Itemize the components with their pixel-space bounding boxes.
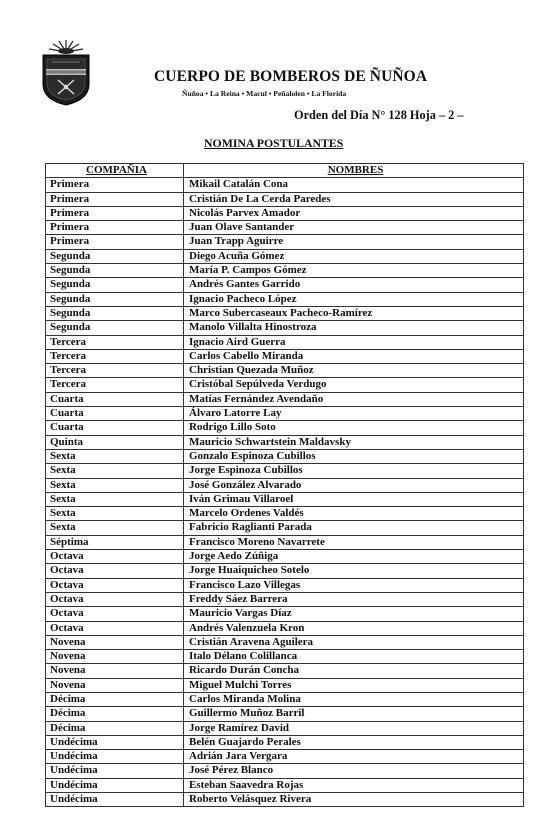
name-cell: Andrés Valenzuela Kron <box>184 621 524 635</box>
company-cell: Cuarta <box>46 392 184 406</box>
name-cell: Gonzalo Espinoza Cubillos <box>184 449 524 463</box>
table-row <box>46 335 524 349</box>
name-cell: Carlos Miranda Molina <box>184 692 524 706</box>
table-row <box>46 178 524 192</box>
table-row <box>46 435 524 449</box>
table-row <box>46 535 524 549</box>
table-row <box>46 521 524 535</box>
name-cell: Francisco Lazo Villegas <box>184 578 524 592</box>
fire-department-crest-logo <box>40 38 92 106</box>
table-row <box>46 235 524 249</box>
company-cell: Décima <box>46 692 184 706</box>
company-cell: Octava <box>46 578 184 592</box>
column-header-company: COMPAÑIA <box>46 164 184 178</box>
company-cell: Primera <box>46 192 184 206</box>
table-row <box>46 278 524 292</box>
name-cell: Cristián Aravena Aguilera <box>184 635 524 649</box>
company-cell: Décima <box>46 721 184 735</box>
name-cell: Cristián De La Cerda Paredes <box>184 192 524 206</box>
table-row <box>46 764 524 778</box>
company-cell: Sexta <box>46 478 184 492</box>
company-cell: Novena <box>46 664 184 678</box>
table-row <box>46 750 524 764</box>
table-row <box>46 564 524 578</box>
table-row <box>46 478 524 492</box>
name-cell: Nicolás Parvex Amador <box>184 206 524 220</box>
table-row <box>46 707 524 721</box>
name-cell: José González Alvarado <box>184 478 524 492</box>
name-cell: Jorge Aedo Zúñiga <box>184 550 524 564</box>
table-row <box>46 407 524 421</box>
company-cell: Segunda <box>46 249 184 263</box>
name-cell: Juan Trapp Aguirre <box>184 235 524 249</box>
name-cell: Christian Quezada Muñoz <box>184 364 524 378</box>
company-cell: Novena <box>46 635 184 649</box>
company-cell: Octava <box>46 550 184 564</box>
name-cell: Guillermo Muñoz Barril <box>184 707 524 721</box>
name-cell: Manolo Villalta Hinostroza <box>184 321 524 335</box>
order-of-the-day-reference: Orden del Día N° 128 Hoja – 2 – <box>294 108 464 122</box>
company-cell: Primera <box>46 235 184 249</box>
table-row <box>46 421 524 435</box>
table-row <box>46 678 524 692</box>
name-cell: Roberto Velásquez Rivera <box>184 793 524 807</box>
applicants-table <box>45 163 524 807</box>
name-cell: Miguel Mulchi Torres <box>184 678 524 692</box>
table-row <box>46 592 524 606</box>
company-cell: Octava <box>46 621 184 635</box>
name-cell: Matías Fernández Avendaño <box>184 392 524 406</box>
name-cell: Adrián Jara Vergara <box>184 750 524 764</box>
name-cell: Esteban Saavedra Rojas <box>184 778 524 792</box>
section-title: NOMINA POSTULANTES <box>204 136 344 150</box>
name-cell: Fabricio Raglianti Parada <box>184 521 524 535</box>
table-row <box>46 292 524 306</box>
company-cell: Tercera <box>46 364 184 378</box>
company-cell: Tercera <box>46 335 184 349</box>
name-cell: Andrés Gantes Garrido <box>184 278 524 292</box>
company-cell: Primera <box>46 221 184 235</box>
company-cell: Primera <box>46 178 184 192</box>
table-row <box>46 392 524 406</box>
table-row <box>46 793 524 807</box>
company-cell: Sexta <box>46 449 184 463</box>
table-row <box>46 635 524 649</box>
company-cell: Sexta <box>46 492 184 506</box>
table-row <box>46 249 524 263</box>
table-row <box>46 321 524 335</box>
name-cell: Diego Acuña Gómez <box>184 249 524 263</box>
company-cell: Cuarta <box>46 407 184 421</box>
name-cell: Álvaro Latorre Lay <box>184 407 524 421</box>
table-body <box>46 178 524 807</box>
name-cell: José Pérez Blanco <box>184 764 524 778</box>
company-cell: Sexta <box>46 464 184 478</box>
company-cell: Undécima <box>46 793 184 807</box>
table-row <box>46 692 524 706</box>
company-cell: Primera <box>46 206 184 220</box>
organization-title: CUERPO DE BOMBEROS DE ÑUÑOA <box>154 68 428 85</box>
name-cell: Italo Délano Colillanca <box>184 650 524 664</box>
company-cell: Quinta <box>46 435 184 449</box>
table-header-row <box>46 164 524 178</box>
table-row <box>46 735 524 749</box>
name-cell: Rodrigo Lillo Soto <box>184 421 524 435</box>
table-row <box>46 550 524 564</box>
company-cell: Segunda <box>46 278 184 292</box>
company-cell: Octava <box>46 564 184 578</box>
name-cell: Jorge Huaiquicheo Sotelo <box>184 564 524 578</box>
table-row <box>46 492 524 506</box>
company-cell: Cuarta <box>46 421 184 435</box>
name-cell: Jorge Espinoza Cubillos <box>184 464 524 478</box>
company-cell: Tercera <box>46 349 184 363</box>
name-cell: Juan Olave Santander <box>184 221 524 235</box>
table-row <box>46 349 524 363</box>
table-row <box>46 507 524 521</box>
table-row <box>46 650 524 664</box>
table-row <box>46 364 524 378</box>
table-row <box>46 621 524 635</box>
company-cell: Undécima <box>46 735 184 749</box>
name-cell: Iván Grimau Villaroel <box>184 492 524 506</box>
company-cell: Octava <box>46 607 184 621</box>
table-row <box>46 578 524 592</box>
table-row <box>46 221 524 235</box>
name-cell: Carlos Cabello Miranda <box>184 349 524 363</box>
name-cell: Marco Subercaseaux Pacheco-Ramírez <box>184 306 524 320</box>
name-cell: Mikail Catalán Cona <box>184 178 524 192</box>
name-cell: Freddy Sáez Barrera <box>184 592 524 606</box>
name-cell: Mauricio Vargas Díaz <box>184 607 524 621</box>
name-cell: Ignacio Aird Guerra <box>184 335 524 349</box>
company-cell: Segunda <box>46 321 184 335</box>
table-row <box>46 664 524 678</box>
name-cell: Francisco Moreno Navarrete <box>184 535 524 549</box>
name-cell: Cristóbal Sepúlveda Verdugo <box>184 378 524 392</box>
company-cell: Séptima <box>46 535 184 549</box>
name-cell: Belén Guajardo Perales <box>184 735 524 749</box>
company-cell: Segunda <box>46 292 184 306</box>
table-row <box>46 306 524 320</box>
name-cell: María P. Campos Gómez <box>184 264 524 278</box>
organization-communes: Ñuñoa • La Reina • Macul • Peñalolen • La Florida <box>182 89 347 98</box>
company-cell: Octava <box>46 592 184 606</box>
company-cell: Undécima <box>46 778 184 792</box>
table-row <box>46 378 524 392</box>
table-row <box>46 778 524 792</box>
company-cell: Undécima <box>46 764 184 778</box>
company-cell: Tercera <box>46 378 184 392</box>
company-cell: Novena <box>46 678 184 692</box>
company-cell: Segunda <box>46 264 184 278</box>
name-cell: Jorge Ramírez David <box>184 721 524 735</box>
column-header-names: NOMBRES <box>184 164 524 178</box>
table-row <box>46 464 524 478</box>
table-row <box>46 449 524 463</box>
company-cell: Sexta <box>46 521 184 535</box>
table-row <box>46 607 524 621</box>
table-row <box>46 264 524 278</box>
company-cell: Segunda <box>46 306 184 320</box>
name-cell: Mauricio Schwartstein Maldavsky <box>184 435 524 449</box>
company-cell: Sexta <box>46 507 184 521</box>
name-cell: Marcelo Ordenes Valdés <box>184 507 524 521</box>
name-cell: Ignacio Pacheco López <box>184 292 524 306</box>
company-cell: Undécima <box>46 750 184 764</box>
company-cell: Novena <box>46 650 184 664</box>
table-row <box>46 206 524 220</box>
name-cell: Ricardo Durán Concha <box>184 664 524 678</box>
table-row <box>46 721 524 735</box>
table-row <box>46 192 524 206</box>
company-cell: Décima <box>46 707 184 721</box>
